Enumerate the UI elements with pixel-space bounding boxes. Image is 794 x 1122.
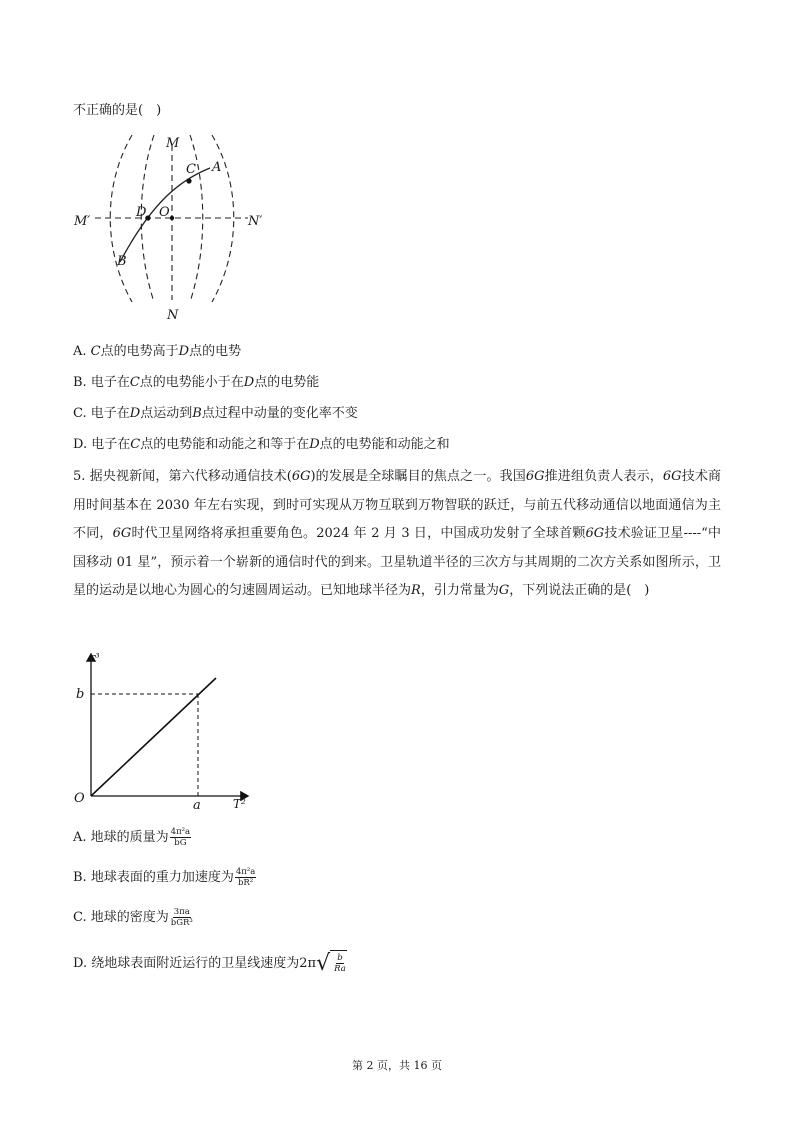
q4-option-b: B. 电子在C点的电势能小于在D点的电势能 — [73, 375, 320, 390]
q4-option-a: A. C点的电势高于D点的电势 — [73, 344, 242, 359]
q5-option-a: A. 地球的质量为 $\frac{\text{4π²a}}{bG}$ — [73, 827, 191, 848]
question-5-stem: 5. 据央视新闻，第六代移动通信技术(6G)的发展是全球瞩目的焦点之一。我国6G推进组负责人表示，6G技术商用时间基本在 2030 年左右实现，到时可实现从万物互联到万物智联的跃迁，与前五代移动通信以地面通信为主不同，6G时代卫星网络将承担重要角色。2024 年 2 月 3 日，中国成功发射了全球首颗6G技术验证卫星----“中国移动 01 星”，预示着一个崭新的通信时代的到来。卫星轨道半径的三次方与其周期的二次方关系如图所示，卫星的运动是以地心为圆心的匀速圆周运动。已知地球半径为R，引力常量为G，下列说法正确的是( ) — [73, 469, 721, 598]
r3-t2-graph — [70, 648, 255, 813]
y-axis-label: r³ — [90, 651, 100, 664]
point-o-dot — [170, 216, 174, 220]
q4-option-d: D. 电子在C点的电势能和动能之和等于在D点的电势能和动能之和 — [73, 437, 450, 452]
page-footer: 第 2 页，共 16 页 — [352, 1059, 442, 1072]
q5-option-d: D. 绕地球表面附近运行的卫星线速度为2π √ $\frac{b}{Ra}$ — [73, 950, 346, 976]
label-nprime: N′ — [248, 214, 263, 229]
origin-label: O — [74, 791, 85, 806]
electric-field-figure — [70, 130, 275, 325]
tick-label-b: b — [76, 687, 85, 702]
point-c-dot — [186, 178, 191, 183]
label-o: O — [159, 205, 170, 220]
tick-label-a: a — [193, 798, 201, 813]
label-d: D — [136, 205, 147, 220]
label-n: N — [167, 308, 179, 323]
proportional-line — [91, 678, 216, 796]
label-c: C — [186, 162, 196, 177]
label-m: M — [166, 136, 180, 151]
q5-option-b: B. 地球表面的重力加速度为 $\frac{\text{4π²a}}{\text{bR²}}$ — [73, 867, 256, 888]
label-mprime: M′ — [74, 214, 91, 229]
q4-option-c: C. 电子在D点运动到B点过程中动量的变化率不变 — [73, 406, 358, 421]
label-b: B — [117, 254, 127, 269]
x-axis-label: T² — [233, 797, 246, 811]
label-a: A — [212, 160, 222, 175]
q5-option-c: C. 地球的密度为 $\frac{3\pi a}{\text{bGR³}}$ — [73, 907, 193, 928]
question-4-tail: 不正确的是( ) — [73, 103, 162, 118]
